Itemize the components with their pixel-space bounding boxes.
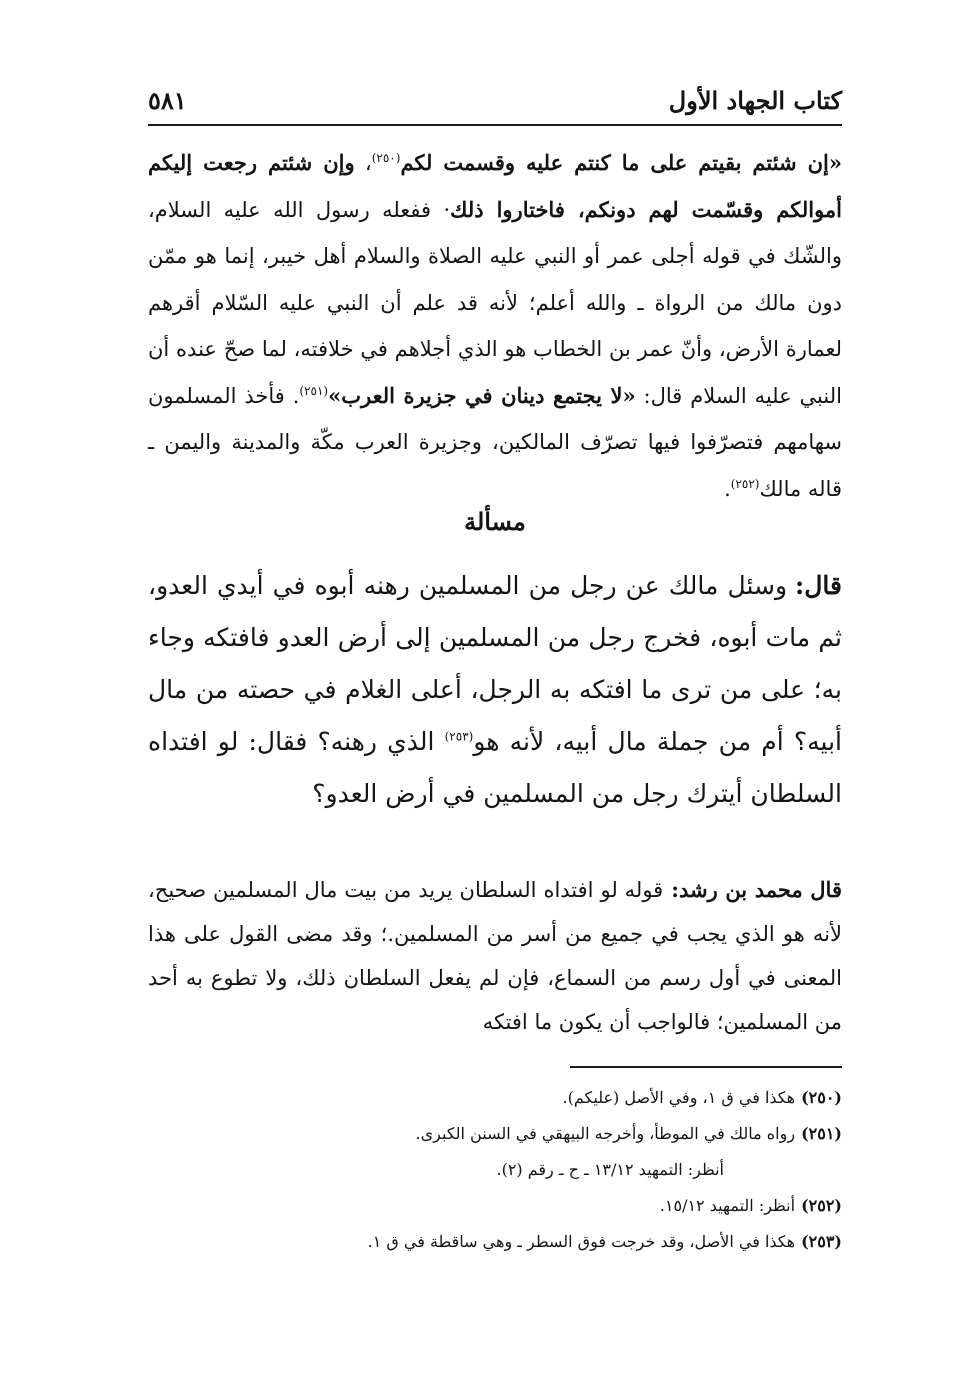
footnote-number: (٢٥٣) [801,1232,842,1251]
paragraph-1-text-a: ، [354,151,372,175]
paragraph-1 [148,140,842,512]
footnote-text: هكذا في الأصل، وقد خرجت فوق السطر ـ وهي ساقطة في ق ١. [367,1232,796,1251]
running-title: كتاب الجهاد الأول [668,86,842,115]
footnote-251-continuation [148,1152,842,1188]
hadith-quote-2: وإن شئتم رجعت إليكم أموالكم وقسّمت لهم دونكم، فاختاروا ذلك [148,150,842,222]
paragraph-1-text-c: . فأخذ المسلمون سهامهم فتصرّفوا فيها تصرّف المالكين، وجزيرة العرب مكّة والمدينة واليمن ـ قاله مالك [148,383,842,501]
footnote-number: (٢٥١) [801,1124,842,1143]
footnote-text: أنظر: التمهيد ١٣/١٢ ـ ح ـ رقم (٢). [496,1160,724,1179]
footnote-251 [148,1116,842,1152]
footnote-number: (٢٥٠) [801,1088,842,1107]
page-header [148,86,842,122]
footnote-text: أنظر: التمهيد ١٥/١٢. [659,1196,796,1215]
footnote-250 [148,1080,842,1116]
paragraph-2-text-b: الذي رهنه؟ فقال: لو افتداه السلطان أيترك رجل من المسلمين في أرض العدو؟ [148,727,842,808]
footnote-separator [570,1066,842,1068]
paragraph-1-text-d: . [724,476,731,501]
page-number: ٥٨١ [148,86,187,115]
footnote-text: هكذا في ق ١، وفي الأصل (عليكم). [562,1088,796,1107]
footnote-ref-253[interactable]: (٢٥٣) [444,729,474,744]
footnotes [148,1080,842,1260]
paragraph-2-text-a: وسئل مالك عن رجل من المسلمين رهنه أبوه في أيدي العدو، ثم مات أبوه، فخرج رجل من المسلمين إلى أرض العدو فافتكه وجاء به؛ على من ترى ما افتكه به الرجل، أعلى الغلام في حصته من مال أبيه؟ أم من جملة مال أبيه، لأنه هو [148,571,842,756]
paragraph-3-text: قوله لو افتداه السلطان يريد من بيت مال المسلمين صحيح، لأنه هو الذي يجب في جميع من أسر من المسلمين.؛ وقد مضى القول على هذا المعنى في أول رسم من السماع، فإن لم يفعل السلطان ذلك، ولا تطوع به أحد من المسلمين؛ فالواجب أن يكون ما افتكه [148,878,842,1034]
header-rule [148,124,842,126]
footnote-text: رواه مالك في الموطأ، وأخرجه البيهقي في السنن الكبرى. [415,1124,796,1143]
footnote-ref-250[interactable]: (٢٥٠) [371,151,401,165]
footnote-ref-251[interactable]: (٢٥١) [299,383,329,398]
paragraph-3 [148,868,842,1044]
paragraph-2-lead: قال: [795,571,842,600]
footnote-253 [148,1224,842,1260]
footnote-252 [148,1188,842,1224]
footnote-number: (٢٥٢) [801,1196,842,1215]
paragraph-3-lead: قال محمد بن رشد: [671,877,842,902]
footnote-ref-252[interactable]: (٢٥٢) [730,476,760,491]
section-title: مسألة [464,507,526,536]
paragraph-1-text-b: · ففعله رسول الله عليه السلام، والشّك في قوله أجلى عمر أو النبي عليه الصلاة والسلام أهل خيبر، إنما هو ممّن دون مالك من الرواة ـ والله أعلم؛ لأنه قد علم أن النبي عليه السّلام أقرهم لعمارة الأرض، وأنّ عمر بن الخطاب هو الذي أجلاهم في خلافته، لما صحّ عنده أن النبي عليه السلام قال: [148,197,842,408]
hadith-quote-3: «لا يجتمع دينان في جزيرة العرب» [328,382,636,408]
paragraph-2 [148,560,842,820]
hadith-quote-1: «إن شئتم بقيتم على ما كنتم عليه وقسمت لكم [400,150,842,175]
